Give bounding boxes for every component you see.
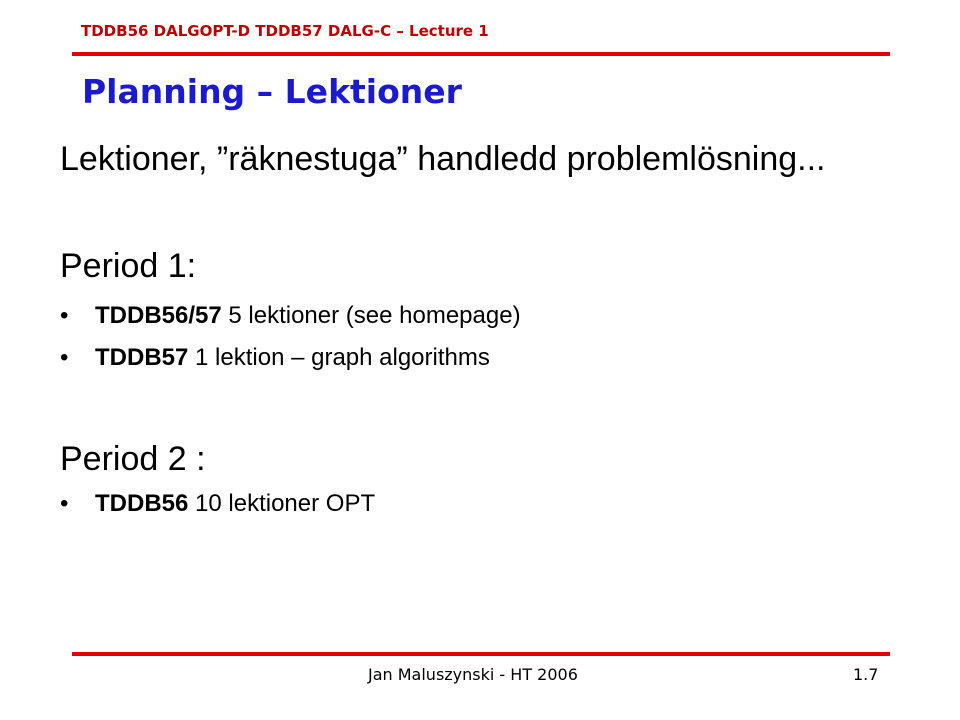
bullet-icon: • <box>60 302 69 329</box>
list-item <box>60 302 521 330</box>
item-text: 5 lektioner (see homepage) <box>221 302 521 329</box>
course-code: TDDB56/57 <box>95 302 222 329</box>
top-divider <box>72 52 890 56</box>
footer-author: Jan Maluszynski - HT 2006 <box>368 665 578 684</box>
item-text: 10 lektioner OPT <box>188 490 376 517</box>
period-2-heading: Period 2 : <box>60 440 206 478</box>
list-item <box>60 344 490 372</box>
bullet-icon: • <box>60 344 69 371</box>
slide-title: Planning – Lektioner <box>82 72 462 111</box>
list-item <box>60 490 375 518</box>
period-1-heading: Period 1: <box>60 247 197 285</box>
page-number: 1.7 <box>853 665 879 684</box>
course-header: TDDB56 DALGOPT-D TDDB57 DALG-C – Lecture 1 <box>81 22 489 40</box>
bottom-divider <box>72 652 890 656</box>
intro-text: Lektioner, ”räknestuga” handledd problemlösning... <box>60 140 826 178</box>
bullet-icon: • <box>60 490 69 517</box>
item-text: 1 lektion – graph algorithms <box>188 344 490 371</box>
course-code: TDDB56 <box>95 490 189 517</box>
course-code: TDDB57 <box>95 344 189 371</box>
